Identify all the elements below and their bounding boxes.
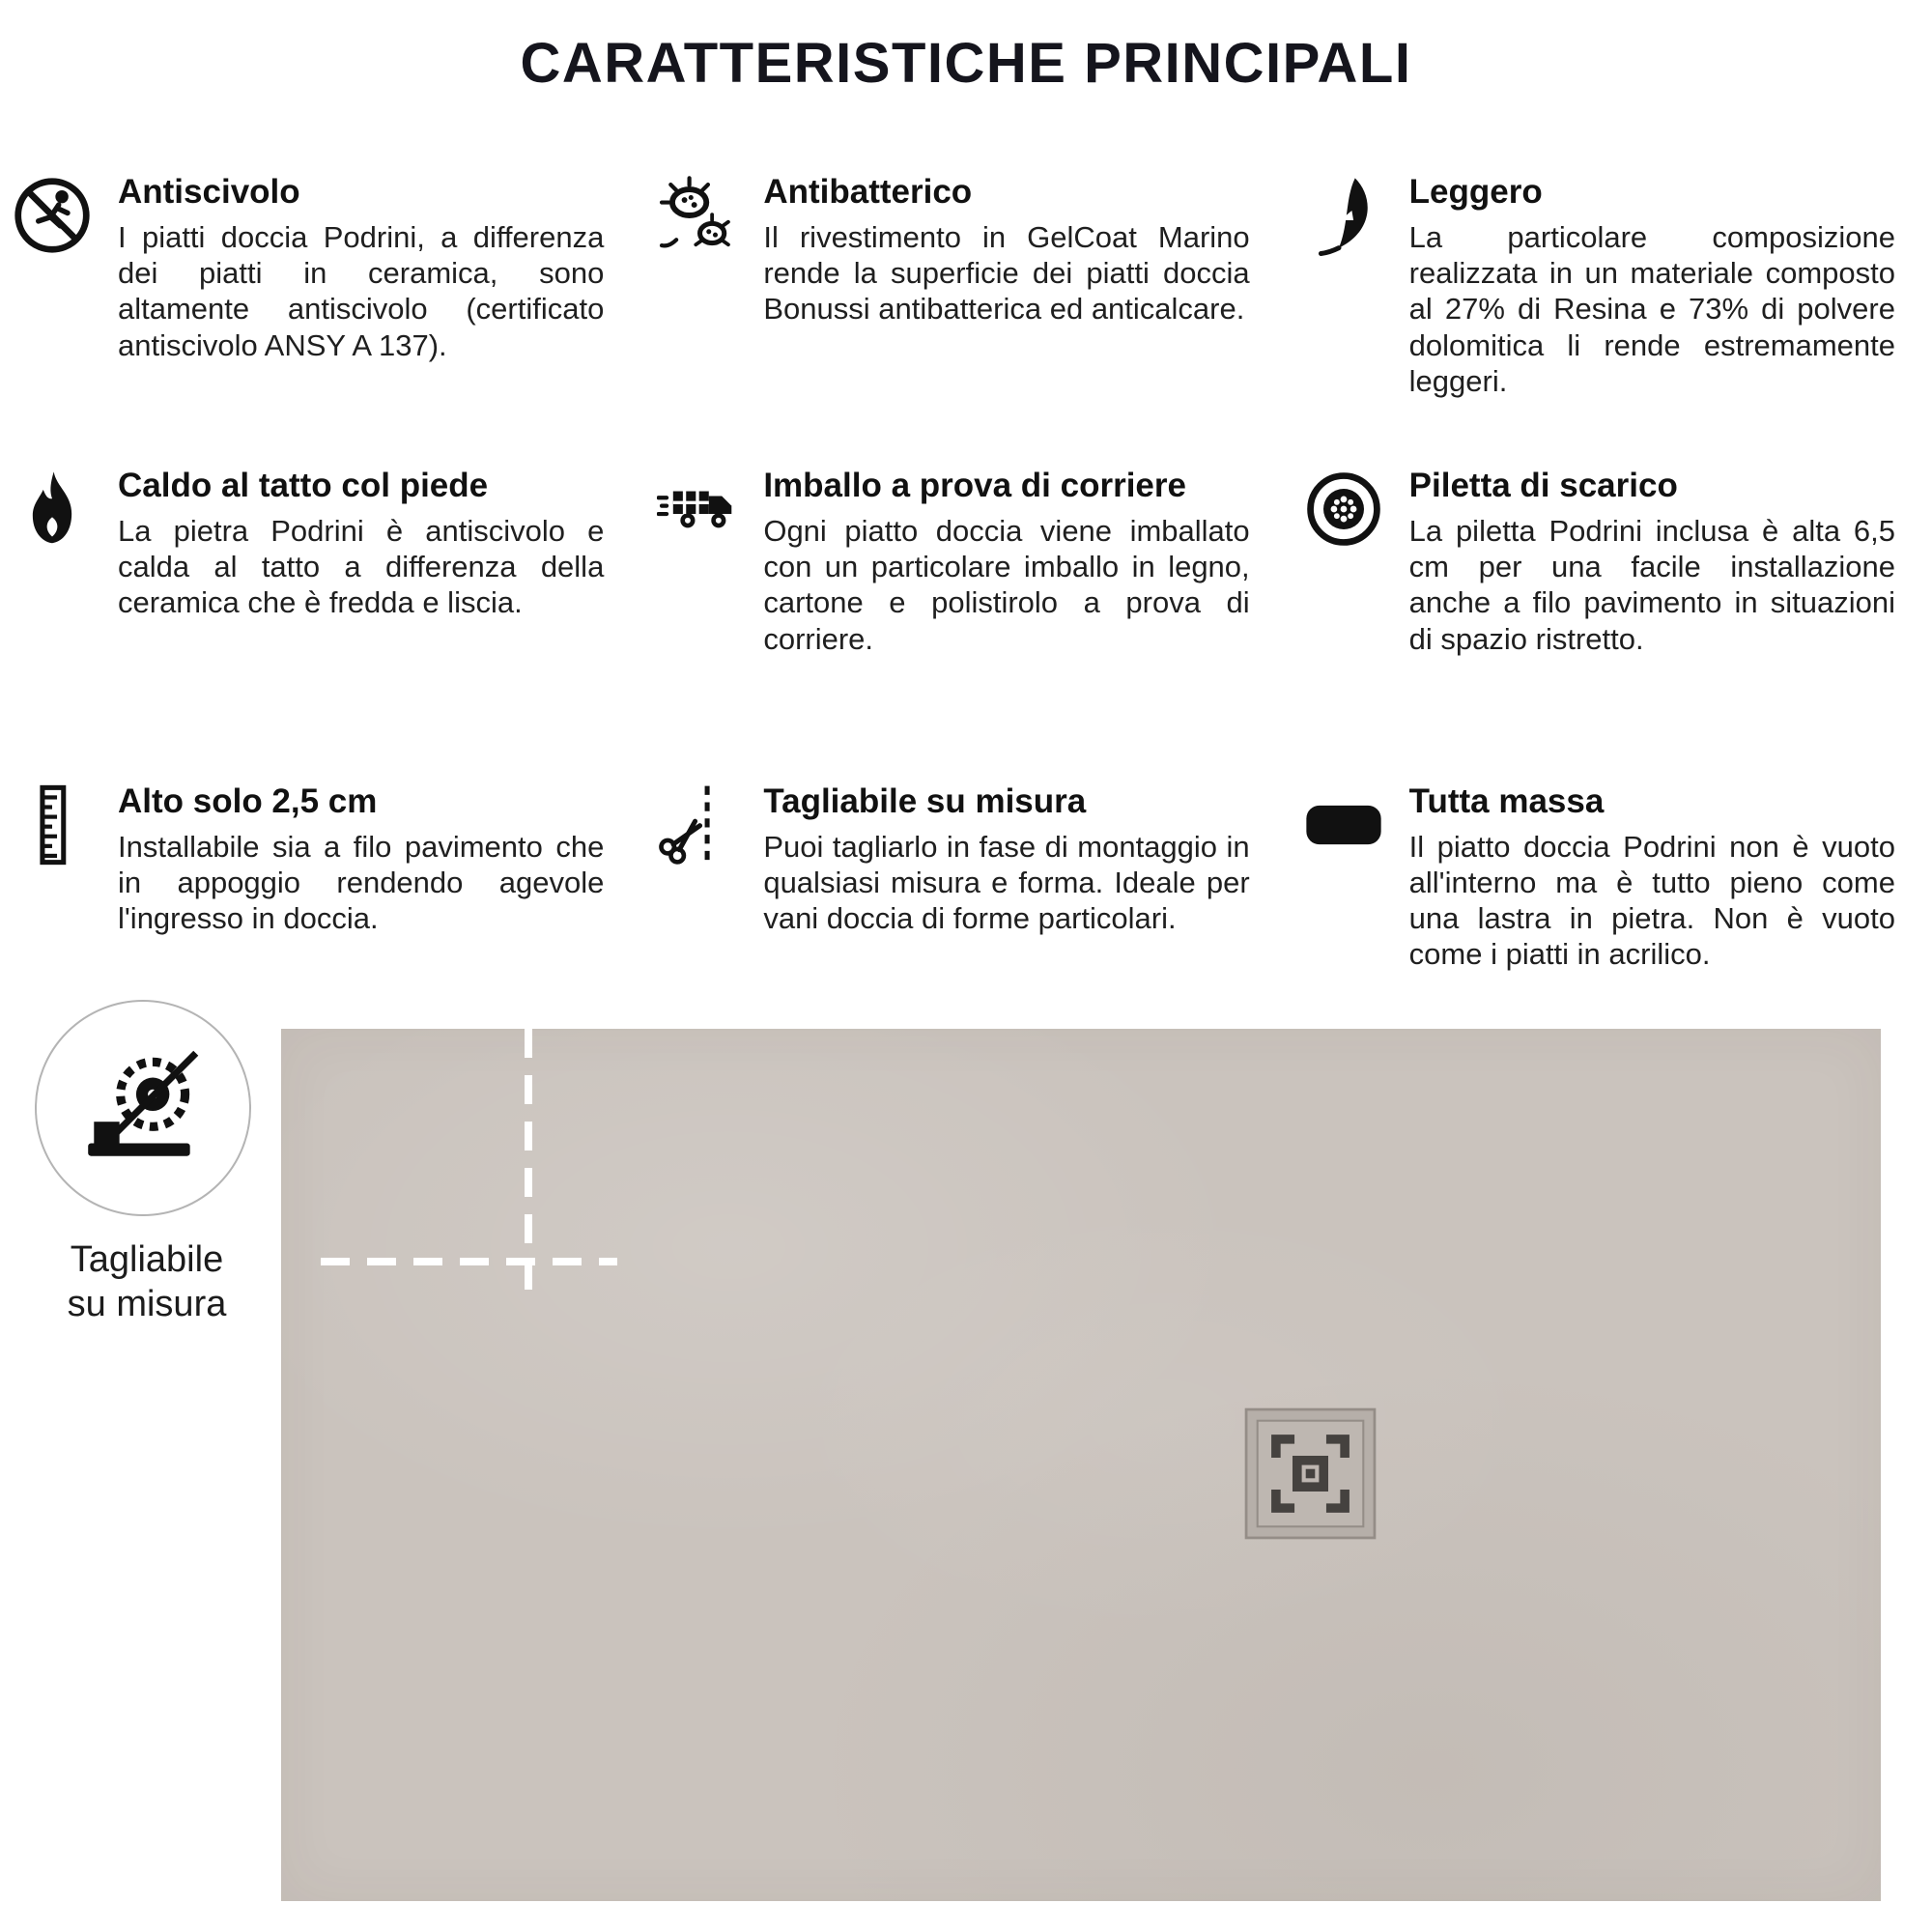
badge-caption-line2: su misura bbox=[67, 1284, 227, 1325]
feature-caldo-al-tatto bbox=[12, 467, 604, 657]
feature-title: Alto solo 2,5 cm bbox=[118, 781, 378, 820]
feature-text: I piatti doccia Podrini, a differenza dei piatti in ceramica, sono altamente antiscivolo (certificato antiscivolo ANSY A 137). bbox=[118, 220, 605, 362]
feature-imballo bbox=[657, 467, 1249, 657]
solid-slab-icon bbox=[1303, 784, 1384, 866]
feature-alto-solo bbox=[12, 782, 604, 973]
flame-icon bbox=[12, 469, 93, 550]
scissors-icon bbox=[657, 784, 738, 866]
badge-caption bbox=[35, 1237, 259, 1327]
no-slip-icon bbox=[12, 175, 93, 256]
feature-text: Installabile sia a filo pavimento che in appoggio rendendo agevole l'ingresso in doccia. bbox=[118, 829, 605, 936]
truck-icon bbox=[657, 469, 738, 550]
drain-icon bbox=[1303, 469, 1384, 550]
feature-antibatterico bbox=[657, 173, 1249, 399]
feature-tutta-massa bbox=[1303, 782, 1895, 973]
feature-title: Leggero bbox=[1408, 173, 1543, 211]
feature-text: La particolare composizione realizzata in un materiale composto al 27% di Resina e 73% di polvere dolomitica li rende estremamente leggeri. bbox=[1408, 220, 1895, 398]
feature-text: Il piatto doccia Podrini non è vuoto all'interno ma è tutto pieno come una lastra in pietra. Non è vuoto come i piatti in acrilico. bbox=[1408, 829, 1895, 972]
features-grid bbox=[0, 96, 1932, 972]
feature-text: Il rivestimento in GelCoat Marino rende la superficie dei piatti doccia Bonussi antibatterica ed anticalcare. bbox=[763, 220, 1250, 327]
feature-title: Caldo al tatto col piede bbox=[118, 466, 489, 504]
feature-text: Puoi tagliarlo in fase di montaggio in qualsiasi misura e forma. Ideale per vani doccia di forme particolari. bbox=[763, 829, 1250, 936]
feather-icon bbox=[1303, 175, 1384, 256]
shower-tray-image bbox=[281, 1029, 1881, 1901]
drain-cover bbox=[1244, 1407, 1377, 1540]
circular-saw-icon bbox=[35, 1000, 251, 1216]
bacteria-icon bbox=[657, 175, 738, 256]
feature-title: Tagliabile su misura bbox=[763, 781, 1087, 820]
feature-title: Imballo a prova di corriere bbox=[763, 466, 1186, 504]
feature-antiscivolo bbox=[12, 173, 604, 399]
cut-to-size-badge bbox=[35, 1000, 259, 1327]
feature-text: Ogni piatto doccia viene imballato con un particolare imballo in legno, cartone e polistirolo a prova di corriere. bbox=[763, 513, 1250, 656]
badge-caption-line1: Tagliabile bbox=[70, 1239, 224, 1280]
feature-title: Tutta massa bbox=[1408, 781, 1605, 820]
feature-leggero bbox=[1303, 173, 1895, 399]
feature-title: Piletta di scarico bbox=[1408, 466, 1678, 504]
ruler-icon bbox=[12, 784, 93, 866]
feature-piletta bbox=[1303, 467, 1895, 657]
feature-text: La pietra Podrini è antiscivolo e calda al tatto a differenza della ceramica che è fredda e liscia. bbox=[118, 513, 605, 620]
feature-tagliabile bbox=[657, 782, 1249, 973]
cut-lines bbox=[281, 1029, 687, 1319]
feature-title: Antibatterico bbox=[763, 173, 973, 211]
page-title: CARATTERISTICHE PRINCIPALI bbox=[520, 32, 1412, 95]
feature-title: Antiscivolo bbox=[118, 173, 300, 211]
feature-text: La piletta Podrini inclusa è alta 6,5 cm per una facile installazione anche a filo pavimento in situazioni di spazio ristretto. bbox=[1408, 513, 1895, 656]
